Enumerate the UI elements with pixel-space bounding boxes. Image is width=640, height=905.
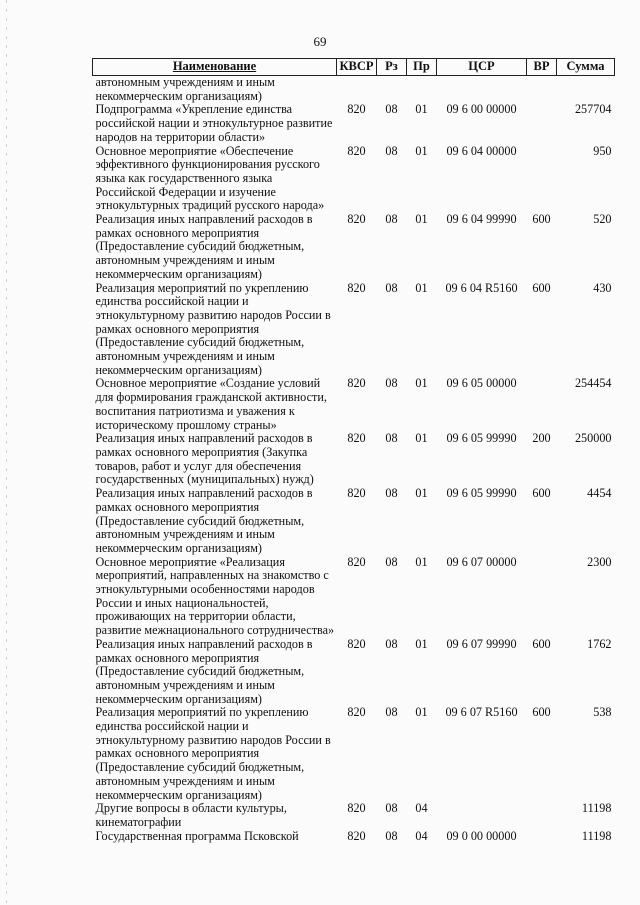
cell-kvsr: 820 (347, 280, 366, 295)
cell-csr: 09 6 05 99990 (446, 486, 517, 501)
cell-sum (557, 76, 615, 104)
header-kvsr: КВСР (337, 59, 377, 76)
cell-kvsr (337, 76, 377, 104)
table-row (93, 282, 615, 378)
header-rz: Рз (377, 59, 407, 76)
cell-vr (527, 103, 557, 144)
header-name: Наименование (93, 59, 337, 76)
cell-name: Реализация иных направлений расходов в рамках основного мероприятия (Предоставление субсидий бюджетным, автономным учреждениям и иным некоммерческим организациям) (95, 636, 313, 706)
cell-pr: 01 (415, 554, 428, 569)
cell-vr (527, 145, 557, 214)
cell-name: автономным учреждениям и иным некоммерческим организациям) (95, 75, 275, 103)
cell-pr: 01 (415, 376, 428, 391)
header-sum: Сумма (557, 59, 615, 76)
page-number: 69 (313, 34, 327, 49)
table-row (93, 145, 615, 214)
cell-pr (407, 76, 437, 104)
cell-sum: 538 (593, 705, 612, 720)
table-row (93, 213, 615, 282)
cell-rz: 08 (385, 376, 398, 391)
cell-csr: 09 6 00 00000 (446, 102, 517, 117)
cell-rz: 08 (385, 705, 398, 720)
cell-kvsr: 820 (347, 102, 366, 117)
cell-name: Реализация иных направлений расходов в рамках основного мероприятия (Предоставление субсидий бюджетным, автономным учреждениям и иным некоммерческим организациям) (95, 486, 313, 555)
cell-rz: 08 (385, 280, 398, 295)
scan-edge (6, 0, 7, 905)
cell-csr (437, 76, 527, 104)
table-row (93, 802, 615, 829)
cell-csr: 09 6 04 99990 (446, 212, 517, 227)
cell-sum: 520 (593, 212, 612, 227)
cell-kvsr: 820 (347, 431, 366, 446)
cell-name: Основное мероприятие «Реализация мероприятий, направленных на знакомство с этнокультурными особенностями народов России и иных национальностей, проживающих на территории области, развитие межнационального сотрудничества» (95, 554, 335, 638)
cell-name: Реализация мероприятий по укреплению единства российской нации и этнокультурному развитию народов России в рамках основного мероприятия (Предоставление субсидий бюджетным, автономным учреждениям и иным некоммерческим организациям) (95, 705, 331, 802)
cell-pr: 04 (415, 801, 428, 816)
cell-name: Реализация мероприятий по укреплению единства российской нации и этнокультурному развитию народов России в рамках основного мероприятия (Предоставление субсидий бюджетным, автономным учреждениям и иным некоммерческим организациям) (95, 280, 331, 377)
cell-sum: 950 (593, 143, 612, 158)
cell-sum: 2300 (587, 554, 612, 569)
cell-kvsr: 820 (347, 376, 366, 391)
cell-kvsr: 820 (347, 554, 366, 569)
table-row (93, 638, 615, 707)
cell-kvsr: 820 (347, 705, 366, 720)
cell-name: Основное мероприятие «Обеспечение эффективного функционирования русского языка как государственного языка Российской Федерации и изучение этнокультурных традиций русского народа» (95, 143, 325, 213)
cell-pr: 01 (415, 486, 428, 501)
table-row (93, 487, 615, 556)
table-header-row (93, 59, 615, 76)
cell-vr (527, 802, 557, 829)
cell-sum: 430 (593, 280, 612, 295)
cell-rz: 08 (385, 431, 398, 446)
cell-kvsr: 820 (347, 828, 366, 843)
cell-csr: 09 6 04 00000 (446, 143, 517, 158)
cell-sum: 250000 (574, 431, 612, 446)
cell-pr: 01 (415, 431, 428, 446)
cell-name: Реализация иных направлений расходов в рамках основного мероприятия (Закупка товаров, работ и услуг для обеспечения государственных (муниципальных) нужд) (95, 431, 314, 487)
cell-pr: 01 (415, 705, 428, 720)
cell-kvsr: 820 (347, 486, 366, 501)
cell-pr: 01 (415, 280, 428, 295)
cell-name: Реализация иных направлений расходов в рамках основного мероприятия (Предоставление субсидий бюджетным, автономным учреждениям и иным некоммерческим организациям) (95, 212, 313, 281)
cell-csr (437, 802, 527, 829)
cell-vr: 200 (532, 431, 551, 446)
cell-rz: 08 (385, 143, 398, 158)
table-row (93, 103, 615, 144)
cell-rz: 08 (385, 801, 398, 816)
table-row (93, 76, 615, 104)
cell-vr: 600 (532, 212, 551, 227)
cell-sum: 257704 (574, 102, 612, 117)
cell-kvsr: 820 (347, 143, 366, 158)
cell-sum: 254454 (574, 376, 612, 391)
cell-sum: 1762 (587, 636, 612, 651)
budget-table (92, 58, 615, 843)
cell-csr: 09 0 00 00000 (446, 828, 517, 843)
cell-csr: 09 6 04 R5160 (445, 280, 518, 295)
cell-csr: 09 6 07 00000 (446, 554, 517, 569)
cell-rz (377, 76, 407, 104)
header-pr: Пр (407, 59, 437, 76)
cell-rz: 08 (385, 486, 398, 501)
cell-csr: 09 6 07 R5160 (445, 705, 518, 720)
cell-pr: 01 (415, 143, 428, 158)
table-row (93, 706, 615, 802)
cell-vr: 600 (532, 280, 551, 295)
cell-kvsr: 820 (347, 212, 366, 227)
cell-vr (527, 377, 557, 432)
cell-vr: 600 (532, 636, 551, 651)
table-body (93, 76, 615, 844)
table-row (93, 377, 615, 432)
cell-kvsr: 820 (347, 801, 366, 816)
cell-rz: 08 (385, 554, 398, 569)
cell-rz: 08 (385, 102, 398, 117)
cell-pr: 01 (415, 102, 428, 117)
cell-rz: 08 (385, 636, 398, 651)
cell-kvsr: 820 (347, 636, 366, 651)
cell-vr (527, 556, 557, 638)
cell-sum: 4454 (587, 486, 612, 501)
cell-vr (527, 830, 557, 844)
cell-name: Основное мероприятие «Создание условий для формирования гражданской активности, воспитания патриотизма и уважения к историческому прошлому страны» (95, 376, 327, 432)
cell-sum: 11198 (581, 801, 612, 816)
cell-csr: 09 6 07 99990 (446, 636, 517, 651)
table-row (93, 556, 615, 638)
table-row (93, 830, 615, 844)
cell-pr: 04 (415, 828, 428, 843)
cell-name: Подпрограмма «Укрепление единства российской нации и этнокультурное развитие народов на территории области» (95, 102, 333, 144)
header-vr: ВР (527, 59, 557, 76)
cell-csr: 09 6 05 00000 (446, 376, 517, 391)
table-row (93, 432, 615, 487)
cell-name: Государственная программа Псковской (95, 828, 299, 843)
cell-vr (527, 76, 557, 104)
cell-rz: 08 (385, 212, 398, 227)
cell-vr: 600 (532, 705, 551, 720)
cell-sum: 11198 (581, 828, 612, 843)
cell-pr: 01 (415, 212, 428, 227)
cell-name: Другие вопросы в области культуры, кинематографии (95, 801, 287, 829)
cell-vr: 600 (532, 486, 551, 501)
cell-csr: 09 6 05 99990 (446, 431, 517, 446)
cell-pr: 01 (415, 636, 428, 651)
cell-rz: 08 (385, 828, 398, 843)
header-csr: ЦСР (437, 59, 527, 76)
